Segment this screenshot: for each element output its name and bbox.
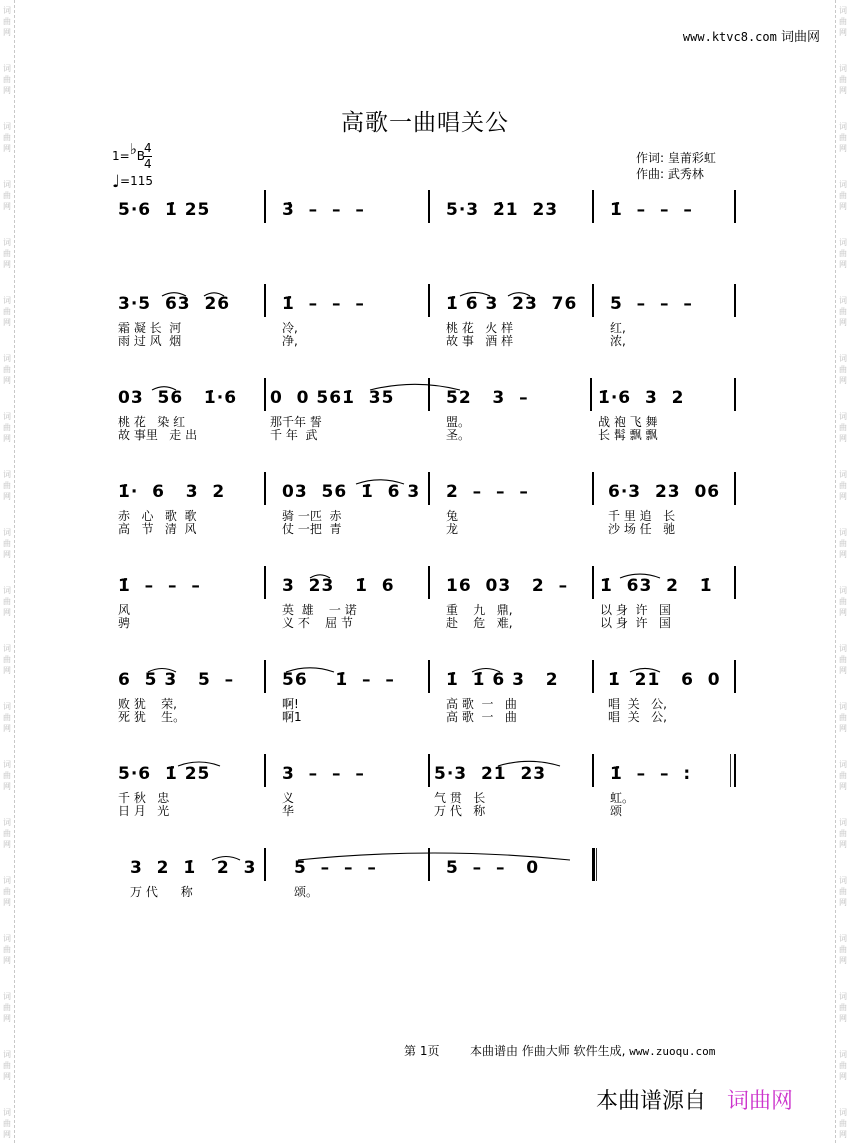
lyric-line-1: 重 九 鼎, [446, 603, 513, 617]
watermark-char: 词 [3, 6, 11, 15]
watermark-char: 曲 [3, 539, 11, 548]
watermark-char: 网 [839, 1072, 847, 1081]
lyric-line-2: 沙 场 任 驰 [608, 522, 676, 536]
watermark-char: 词 [839, 122, 847, 131]
lyric-line-1: 骑 一匹 赤 [282, 509, 342, 523]
watermark-char: 词 [3, 528, 11, 537]
watermark-char: 网 [839, 492, 847, 501]
generator-url[interactable]: www.zuoqu.com [629, 1045, 716, 1058]
lyric-line-1: 义 [282, 791, 295, 805]
watermark-char: 网 [3, 376, 11, 385]
watermark-char: 曲 [839, 771, 847, 780]
measure-notes: 5 – – 0 [446, 858, 540, 878]
slur-mark [148, 669, 176, 673]
quarter-note-icon: ♩ [112, 172, 121, 192]
time-signature [144, 141, 152, 172]
lyric-line-1: 以 身 许 国 [600, 603, 671, 617]
watermark-char: 网 [3, 724, 11, 733]
lyric-line-1: 盟。 [446, 415, 471, 429]
watermark-char: 网 [839, 202, 847, 211]
watermark-char: 曲 [3, 887, 11, 896]
measure-notes: 1̇ – – – [282, 294, 365, 314]
score-system [0, 858, 850, 928]
lyric-line-2: 骋 [118, 616, 131, 630]
watermark-char: 词 [839, 586, 847, 595]
meter-bottom: 4 [144, 157, 152, 171]
watermark-char: 网 [839, 666, 847, 675]
page-number: 第 1页 [404, 1044, 440, 1058]
watermark-char: 曲 [839, 713, 847, 722]
watermark-char: 曲 [3, 75, 11, 84]
watermark-char: 词 [3, 412, 11, 421]
watermark-char: 网 [3, 1130, 11, 1139]
lyric-line-1: 风 [118, 603, 131, 617]
watermark-char: 词 [3, 586, 11, 595]
watermark-char: 网 [839, 724, 847, 733]
watermark-char: 网 [3, 782, 11, 791]
key-signature [112, 140, 146, 164]
lyric-line-2: 故 事里 走 出 [118, 428, 198, 442]
lyric-line-2: 龙 [446, 522, 459, 536]
watermark-char: 网 [3, 1072, 11, 1081]
lyric-line-1: 桃 花 染 红 [118, 415, 186, 429]
score-system [0, 200, 850, 270]
watermark-char: 网 [839, 956, 847, 965]
slur-mark [472, 669, 500, 673]
lyric-line-1: 霜 凝 长 河 [118, 321, 182, 335]
watermark-char: 词 [839, 64, 847, 73]
watermark-char: 词 [839, 296, 847, 305]
watermark-char: 网 [3, 840, 11, 849]
source-credit[interactable] [596, 1084, 793, 1115]
slur-layer [0, 858, 850, 928]
watermark-char: 网 [3, 202, 11, 211]
watermark-char: 曲 [3, 249, 11, 258]
lyric-line-2: 义 不 屈 节 [282, 616, 353, 630]
measure-notes: 3̇ – – – [282, 200, 365, 220]
measure-notes: 5·3 21 23 [434, 764, 547, 784]
watermark-char: 网 [3, 608, 11, 617]
watermark-char: 词 [839, 760, 847, 769]
watermark-char: 词 [3, 1108, 11, 1117]
watermark-char: 网 [839, 28, 847, 37]
watermark-char: 词 [3, 992, 11, 1001]
lyric-line-2: 净, [282, 334, 298, 348]
lyric-line-2: 万 代 称 [434, 804, 486, 818]
lyric-line-2: 千 年 武 [270, 428, 318, 442]
slur-mark [630, 668, 660, 672]
measure-notes: 2 – – – [446, 482, 529, 502]
watermark-char: 曲 [839, 1003, 847, 1012]
lyric-line-1: 颂。 [294, 885, 319, 899]
watermark-char: 词 [3, 470, 11, 479]
footer [404, 1042, 715, 1059]
watermark-char: 词 [3, 702, 11, 711]
measure-notes: 6 5 3 5 – [118, 670, 235, 690]
watermark-char: 曲 [839, 365, 847, 374]
watermark-char: 词 [3, 644, 11, 653]
slur-mark [162, 293, 186, 296]
measure-notes: 5·6 1̇ 25 [118, 764, 211, 784]
measure-notes: 1̇ 6 3 23 76 [446, 294, 578, 314]
tempo-marking [112, 170, 153, 190]
watermark-char: 曲 [839, 133, 847, 142]
watermark-char: 词 [839, 1050, 847, 1059]
watermark-char: 词 [3, 296, 11, 305]
lyric-line-2: 啊1 [282, 710, 302, 724]
watermark-char: 曲 [3, 133, 11, 142]
watermark-char: 网 [839, 376, 847, 385]
slur-mark [310, 575, 330, 578]
measure-notes: 3 – – – [282, 764, 365, 784]
watermark-char: 网 [839, 1014, 847, 1023]
watermark-char: 网 [3, 144, 11, 153]
watermark-char: 词 [3, 934, 11, 943]
watermark-char: 曲 [3, 713, 11, 722]
watermark-char: 网 [3, 28, 11, 37]
watermark-char: 词 [839, 180, 847, 189]
measure-notes: 16 03 2 – [446, 576, 569, 596]
watermark-char: 曲 [839, 191, 847, 200]
slur-mark [152, 387, 176, 390]
lyric-line-1: 气 贯 长 [434, 791, 486, 805]
watermark-char: 网 [839, 260, 847, 269]
measure-notes: 3 23 1̇ 6 [282, 576, 395, 596]
watermark-char: 曲 [3, 945, 11, 954]
slur-mark [498, 761, 560, 766]
meter-top: 4 [144, 141, 152, 155]
watermark-char: 网 [839, 318, 847, 327]
score-system [0, 576, 850, 646]
lyric-line-1: 赤 心 歌 歌 [118, 509, 197, 523]
measure-notes: 6·3 23 06 [608, 482, 721, 502]
watermark-char: 曲 [839, 887, 847, 896]
measure-notes: 5 – – – [294, 858, 377, 878]
slur-mark [370, 384, 460, 390]
measure-notes: 03 56 1̇ 6 3 [282, 482, 421, 502]
lyric-line-1: 千 秋 忠 [118, 791, 170, 805]
watermark-char: 网 [3, 260, 11, 269]
watermark-char: 曲 [3, 423, 11, 432]
watermark-char: 词 [839, 702, 847, 711]
measure-notes: 52 3 – [446, 388, 529, 408]
source-prefix: 本曲谱源自 [596, 1089, 707, 1114]
lyric-line-2: 唱 关 公, [608, 710, 667, 724]
watermark-char: 词 [839, 1108, 847, 1117]
lyric-line-1: 冷, [282, 321, 298, 335]
measure-notes: 0 0 561̇ 35 [270, 388, 395, 408]
watermark-char: 曲 [3, 191, 11, 200]
watermark-char: 网 [3, 666, 11, 675]
lyric-line-2: 浓, [610, 334, 626, 348]
watermark-char: 曲 [839, 597, 847, 606]
site-header[interactable] [683, 26, 820, 45]
measure-notes: 3·5 63 26 [118, 294, 231, 314]
measure-notes: 1̇ 21 6 0 [608, 670, 721, 690]
watermark-char: 词 [3, 238, 11, 247]
watermark-char: 词 [3, 180, 11, 189]
slur-layer [0, 200, 850, 270]
watermark-char: 词 [3, 64, 11, 73]
lyric-line-2: 长 髯 飘 飘 [598, 428, 658, 442]
watermark-char: 曲 [3, 307, 11, 316]
page-title: 高歌一曲唱关公 [341, 110, 509, 136]
watermark-char: 词 [839, 470, 847, 479]
watermark-char: 网 [839, 898, 847, 907]
generator-note: 本曲谱由 作曲大师 软件生成, [469, 1044, 626, 1058]
watermark-char: 网 [3, 318, 11, 327]
watermark-char: 曲 [3, 655, 11, 664]
measure-notes: 5·6 1̇ 25 [118, 200, 211, 220]
lyric-line-1: 红, [610, 321, 626, 335]
watermark-char: 词 [3, 876, 11, 885]
lyric-line-2: 高 歌 一 曲 [446, 710, 517, 724]
watermark-char: 网 [839, 550, 847, 559]
slur-mark [178, 762, 220, 766]
watermark-char: 网 [839, 434, 847, 443]
lyric-line-2: 故 事 酒 样 [446, 334, 514, 348]
watermark-char: 词 [3, 1050, 11, 1059]
watermark-char: 曲 [3, 597, 11, 606]
lyric-line-2: 高 节 清 风 [118, 522, 197, 536]
lyric-line-1: 啊! [282, 697, 299, 711]
watermark-char: 网 [839, 144, 847, 153]
watermark-char: 曲 [839, 481, 847, 490]
lyric-line-1: 败 犹 荣, [118, 697, 177, 711]
watermark-char: 词 [839, 992, 847, 1001]
measure-notes: 3 2 1̇ 2 3 [130, 858, 257, 878]
slur-mark [356, 480, 404, 484]
lyric-line-2: 颂 [610, 804, 623, 818]
watermark-char: 网 [3, 86, 11, 95]
lyric-line-2: 华 [282, 804, 295, 818]
watermark-char: 曲 [839, 945, 847, 954]
watermark-char: 词 [839, 412, 847, 421]
watermark-char: 曲 [839, 655, 847, 664]
watermark-char: 网 [839, 840, 847, 849]
watermark-char: 曲 [839, 1119, 847, 1128]
score-system [0, 764, 850, 834]
watermark-char: 词 [3, 760, 11, 769]
lyric-line-1: 万 代 称 [130, 885, 193, 899]
watermark-char: 曲 [839, 829, 847, 838]
credits [636, 150, 716, 182]
watermark-char: 词 [839, 818, 847, 827]
measure-notes: 5·3 2̇1 23 [446, 200, 559, 220]
watermark-char: 曲 [3, 1003, 11, 1012]
watermark-char: 词 [839, 528, 847, 537]
watermark-char: 网 [3, 956, 11, 965]
score-system [0, 294, 850, 364]
measure-notes: 1̇ – – – [118, 576, 201, 596]
flat-icon: ♭ [129, 140, 137, 158]
watermark-char: 网 [839, 1130, 847, 1139]
watermark-char: 网 [3, 550, 11, 559]
score-system [0, 670, 850, 740]
key-prefix: 1= [112, 149, 130, 163]
watermark-char: 词 [839, 354, 847, 363]
watermark-char: 网 [3, 434, 11, 443]
slur-mark [460, 292, 490, 296]
score-system [0, 482, 850, 552]
watermark-char: 网 [839, 782, 847, 791]
right-watermark-strip [835, 0, 850, 1143]
watermark-char: 曲 [3, 481, 11, 490]
score-system [0, 388, 850, 458]
watermark-char: 曲 [839, 249, 847, 258]
slur-mark [212, 857, 240, 861]
watermark-char: 曲 [3, 17, 11, 26]
watermark-char: 曲 [839, 423, 847, 432]
slur-layer [0, 294, 850, 364]
lyric-line-1: 英 雄 一 诺 [282, 603, 357, 617]
left-watermark-strip [0, 0, 15, 1143]
measure-notes: 5 – – – [610, 294, 693, 314]
lyric-line-2: 圣。 [446, 428, 471, 442]
watermark-char: 曲 [3, 365, 11, 374]
slur-layer [0, 576, 850, 646]
watermark-char: 词 [3, 354, 11, 363]
slur-layer [0, 482, 850, 552]
lyric-line-1: 唱 关 公, [608, 697, 667, 711]
watermark-char: 词 [839, 644, 847, 653]
lyric-line-1: 战 袍 飞 舞 [598, 415, 658, 429]
watermark-char: 词 [3, 122, 11, 131]
lyricist: 作词: 皇莆彩虹 [636, 151, 716, 165]
lyric-line-2: 赴 危 难, [446, 616, 513, 630]
watermark-char: 网 [839, 608, 847, 617]
slur-mark [508, 293, 530, 296]
source-brand[interactable]: 词曲网 [727, 1089, 794, 1114]
lyric-line-2: 以 身 许 国 [600, 616, 671, 630]
measure-notes: 03 56 1̇·6 [118, 388, 238, 408]
watermark-char: 曲 [3, 1119, 11, 1128]
watermark-char: 曲 [3, 1061, 11, 1070]
lyric-line-1: 千 里 追 长 [608, 509, 676, 523]
lyric-line-1: 高 歌 一 曲 [446, 697, 517, 711]
watermark-char: 曲 [839, 17, 847, 26]
watermark-char: 曲 [839, 307, 847, 316]
watermark-char: 词 [839, 6, 847, 15]
watermark-char: 曲 [3, 771, 11, 780]
slur-mark [286, 668, 334, 672]
measure-notes: 1̇ 63 2 1̇ [600, 576, 713, 596]
watermark-char: 词 [839, 876, 847, 885]
slur-layer [0, 764, 850, 834]
slur-mark [204, 293, 224, 296]
watermark-char: 词 [839, 934, 847, 943]
measure-notes: 56 1̇ – – [282, 670, 395, 690]
watermark-char: 曲 [839, 75, 847, 84]
watermark-char: 词 [839, 238, 847, 247]
lyric-line-2: 日 月 光 [118, 804, 170, 818]
watermark-char: 网 [839, 86, 847, 95]
watermark-char: 网 [3, 898, 11, 907]
measure-notes: 1̇ – – : [610, 764, 692, 784]
lyric-line-1: 那千年 誓 [270, 415, 322, 429]
site-url[interactable]: www.ktvc8.com [682, 30, 777, 44]
watermark-char: 网 [3, 1014, 11, 1023]
lyric-line-2: 仗 一把 青 [282, 522, 342, 536]
lyric-line-1: 桃 花 火 样 [446, 321, 514, 335]
tempo-value: =115 [120, 174, 153, 188]
measure-notes: 1̇ 1̇ 6 3 2 [446, 670, 559, 690]
watermark-char: 曲 [839, 539, 847, 548]
watermark-char: 曲 [3, 829, 11, 838]
lyric-line-1: 虹。 [610, 791, 635, 805]
slur-layer [0, 670, 850, 740]
measure-notes: 1̇ – – – [610, 200, 693, 220]
watermark-char: 网 [3, 492, 11, 501]
key-note: B [136, 149, 146, 163]
site-name[interactable]: 词曲网 [780, 30, 820, 45]
slur-mark [298, 853, 570, 860]
slur-mark [620, 574, 660, 578]
watermark-char: 词 [3, 818, 11, 827]
slur-layer [0, 388, 850, 458]
lyric-line-2: 雨 过 风 烟 [118, 334, 182, 348]
watermark-char: 曲 [839, 1061, 847, 1070]
lyric-line-2: 死 犹 生。 [118, 710, 186, 724]
measure-notes: 1̇·6 3 2 [598, 388, 685, 408]
lyric-line-1: 兔 [446, 509, 459, 523]
composer: 作曲: 武秀林 [636, 167, 704, 181]
measure-notes: 1̇· 6 3 2 [118, 482, 226, 502]
